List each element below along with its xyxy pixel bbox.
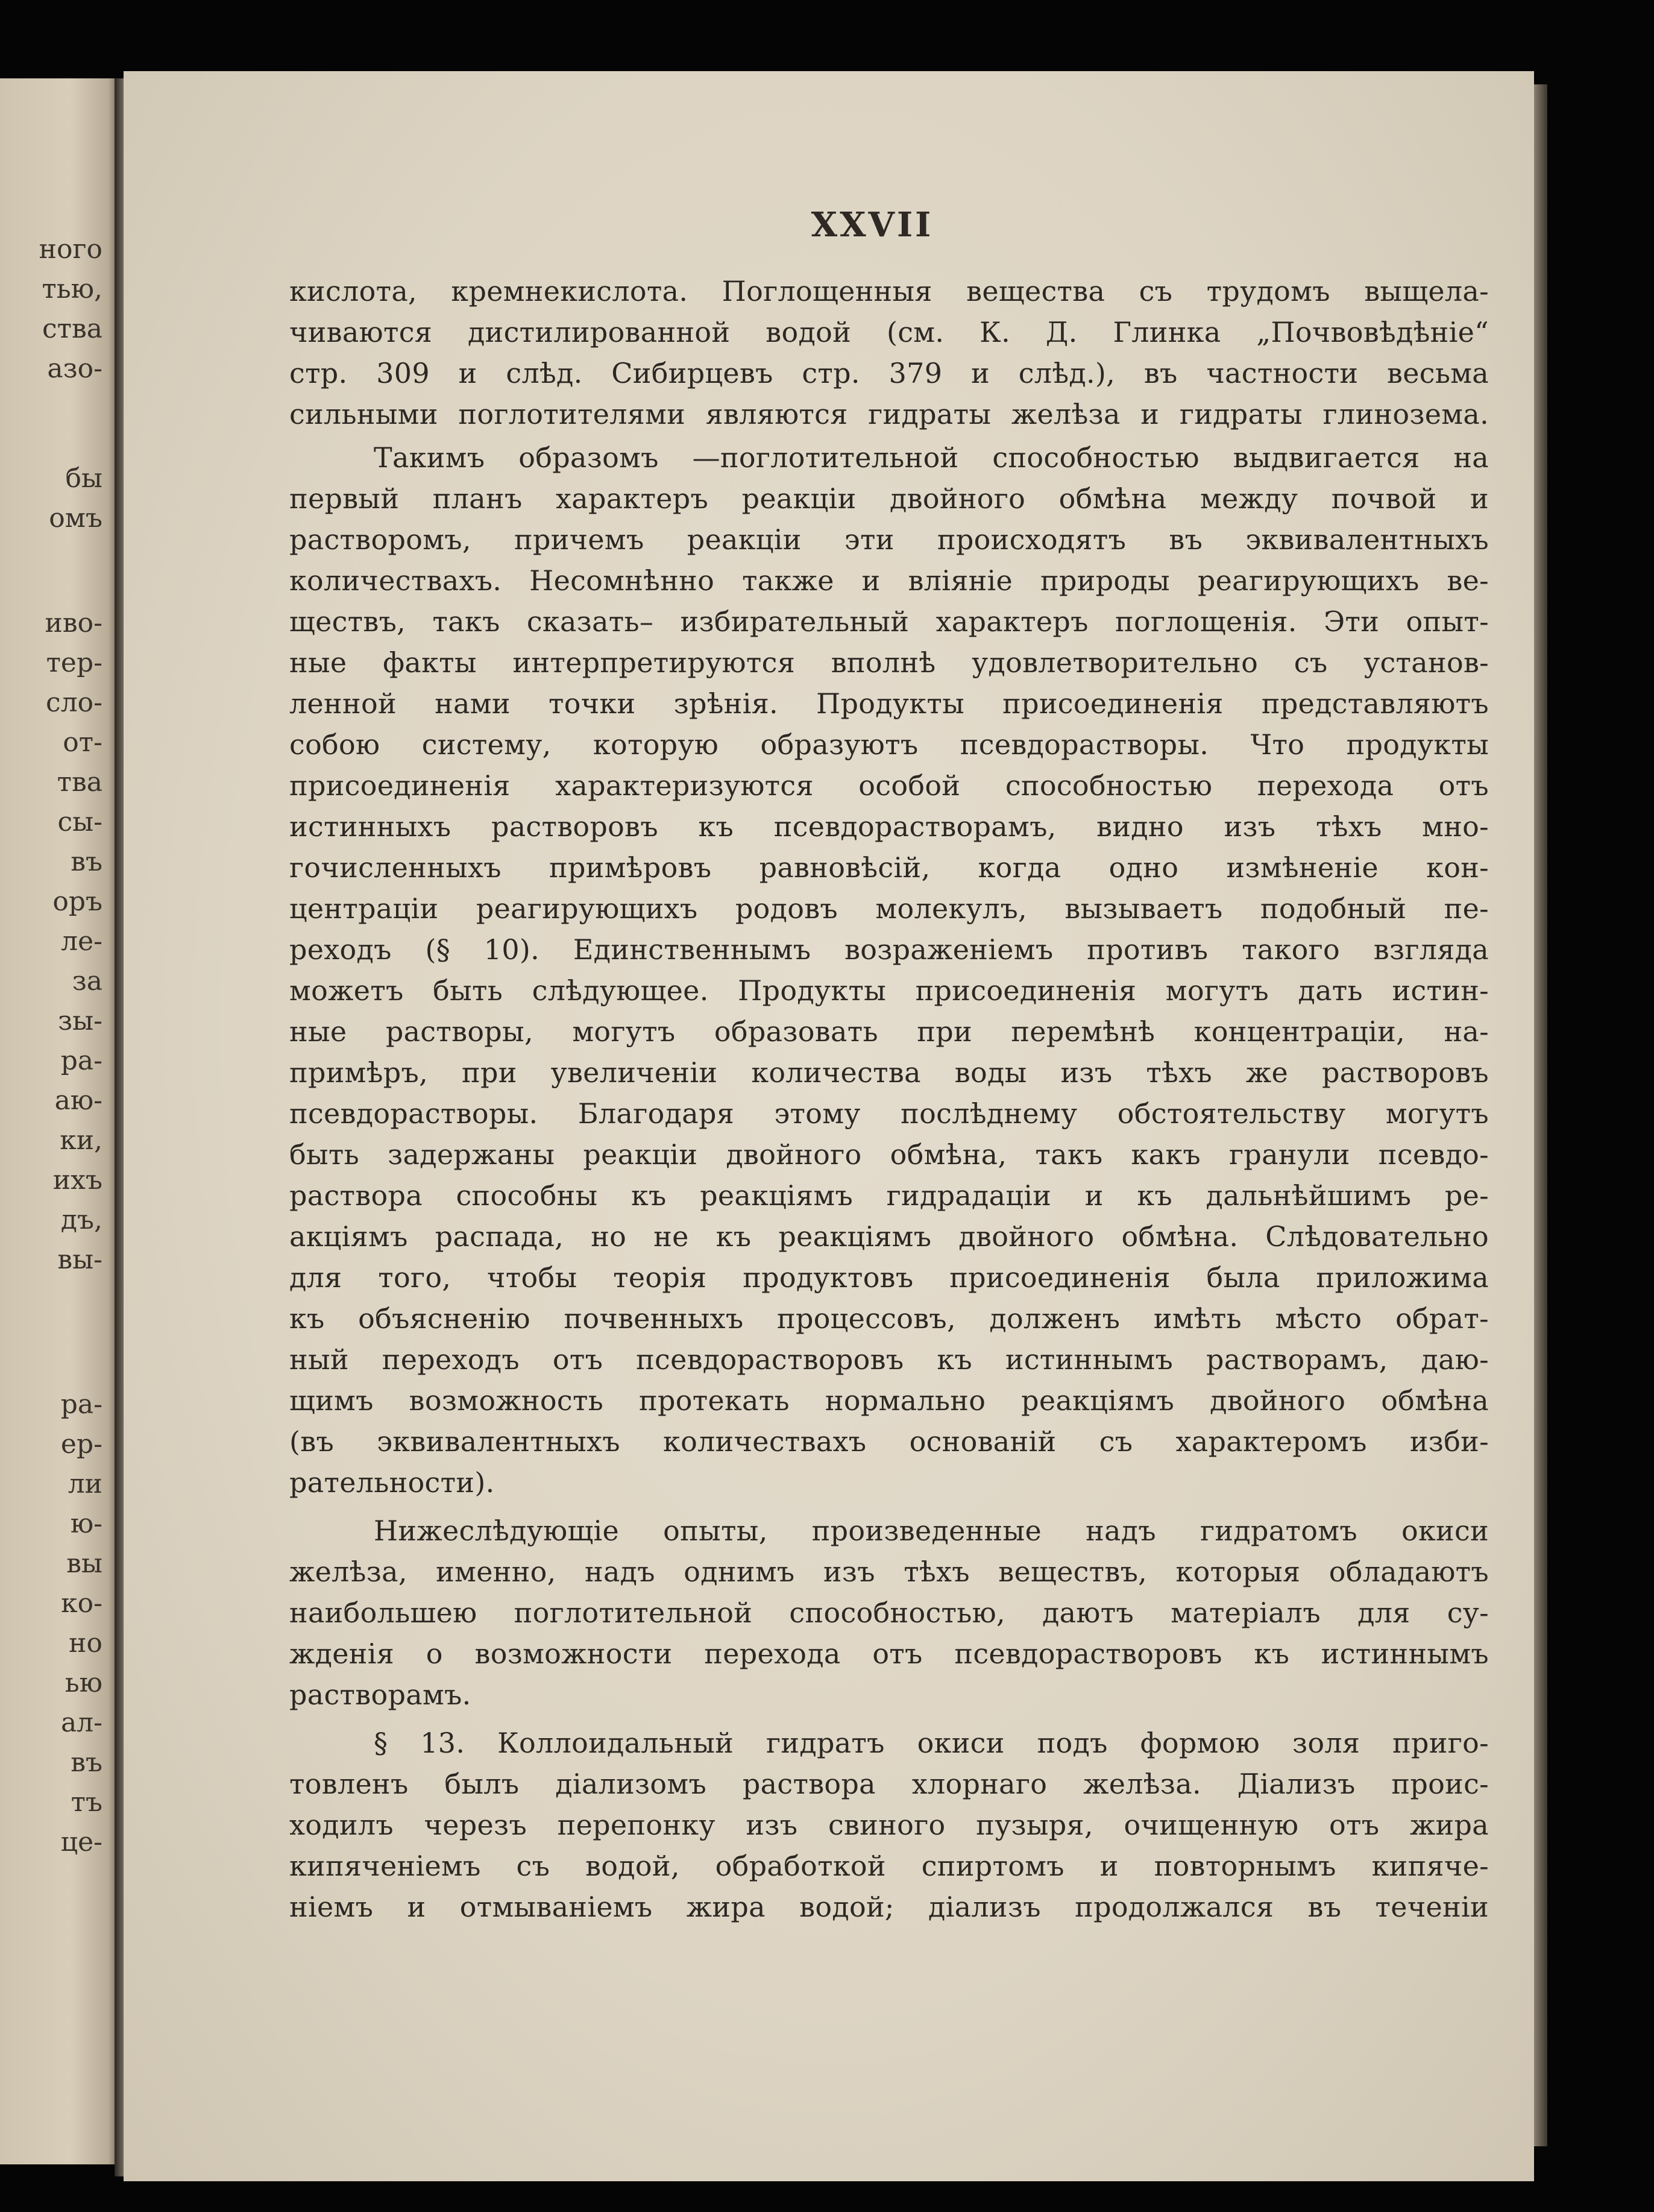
text-line: рательности). (289, 1466, 495, 1499)
left-page-text: оръ (52, 886, 102, 917)
text-line: истинныхъ растворовъ къ псевдорастворамъ, видно изъ тѣхъ мно- (289, 810, 1489, 843)
text-line: Такимъ образомъ —поглотительной способностью выдвигается на (374, 441, 1489, 474)
text-line: ществъ, такъ сказать– избирательный характеръ поглощенія. Эти опыт- (289, 605, 1489, 638)
text-line: центраціи реагирующихъ родовъ молекулъ, вызываетъ подобный пе- (289, 892, 1489, 925)
left-page-text: азо- (47, 353, 102, 384)
left-page-text: ра- (60, 1045, 102, 1076)
text-line: кипяченіемъ съ водой, обработкой спиртомъ и повторнымъ кипяче- (289, 1850, 1489, 1882)
text-line: кислота, кремнекислота. Поглощенныя вещества съ трудомъ выщела- (289, 275, 1489, 307)
left-page-text: за (72, 966, 102, 997)
text-line: жденія о возможности перехода отъ псевдорастворовъ къ истиннымъ (289, 1637, 1489, 1670)
text-line: быть задержаны реакціи двойного обмѣна, такъ какъ гранули псевдо- (289, 1138, 1489, 1171)
left-page-text: ного (39, 234, 102, 265)
text-line: первый планъ характеръ реакціи двойного обмѣна между почвой и (289, 482, 1489, 515)
page-number: XXVII (811, 205, 934, 245)
text-line: количествахъ. Несомнѣнно также и вліяніе природы реагирующихъ ве- (289, 564, 1489, 597)
left-page-fragment (0, 78, 118, 2164)
left-page-text: вы (66, 1548, 102, 1579)
left-page-text: тъ (71, 1787, 102, 1818)
text-line: собою систему, которую образуютъ псевдорастворы. Что продукты (289, 728, 1489, 761)
left-page-text: омъ (49, 503, 102, 534)
text-line: ный переходъ отъ псевдорастворовъ къ истиннымъ растворамъ, даю- (289, 1343, 1489, 1376)
text-line: присоединенія характеризуются особой способностью перехода отъ (289, 769, 1489, 802)
left-page-text: ью (64, 1668, 102, 1698)
text-line: ходилъ черезъ перепонку изъ свиного пузыря, очищенную отъ жира (289, 1809, 1489, 1841)
text-line: растворомъ, причемъ реакціи эти происходятъ въ эквивалентныхъ (289, 523, 1489, 556)
left-page-text: ко- (61, 1588, 102, 1619)
left-page-text: въ (71, 1747, 102, 1778)
text-line: Нижеслѣдующіе опыты, произведенные надъ гидратомъ окиси (374, 1514, 1489, 1547)
left-page-text: бы (65, 463, 102, 494)
text-line: желѣза, именно, надъ однимъ изъ тѣхъ веществъ, которыя обладаютъ (289, 1555, 1489, 1588)
left-page-text: це- (60, 1827, 102, 1858)
text-line: акціямъ распада, но не къ реакціямъ двойного обмѣна. Слѣдовательно (289, 1220, 1489, 1253)
left-page-text: ра- (60, 1389, 102, 1420)
page-edge (1534, 84, 1547, 2146)
left-page-text: ки, (60, 1125, 102, 1156)
text-line: реходъ (§ 10). Единственнымъ возраженіемъ противъ такого взгляда (289, 933, 1489, 966)
text-line: наибольшею поглотительной способностью, даютъ матеріалъ для су- (289, 1596, 1489, 1629)
left-page-text: тер- (46, 648, 102, 678)
text-line: сильными поглотителями являются гидраты желѣза и гидраты глинозема. (289, 398, 1489, 430)
left-page-text: от- (63, 727, 102, 758)
left-page-text: дъ, (60, 1205, 102, 1235)
book-page (124, 71, 1534, 2181)
text-line: § 13. Коллоидальный гидратъ окиси подъ формою золя приго- (374, 1727, 1489, 1759)
text-line: псевдорастворы. Благодаря этому послѣднему обстоятельству могутъ (289, 1097, 1489, 1130)
left-page-text: но (69, 1628, 102, 1659)
text-line: можетъ быть слѣдующее. Продукты присоединенія могутъ дать истин- (289, 974, 1489, 1007)
left-page-text: въ (71, 846, 102, 877)
left-page-text: ал- (60, 1707, 102, 1738)
text-line: товленъ былъ діализомъ раствора хлорнаго желѣза. Діализъ проис- (289, 1768, 1489, 1800)
left-page-text: ер- (60, 1429, 102, 1460)
left-page-text: ле- (61, 926, 102, 957)
text-line: раствора способны къ реакціямъ гидрадаціи и къ дальнѣйшимъ ре- (289, 1179, 1489, 1212)
text-line: ные факты интерпретируются вполнѣ удовлетворительно съ установ- (289, 646, 1489, 679)
text-line: (въ эквивалентныхъ количествахъ основаній съ характеромъ изби- (289, 1425, 1489, 1458)
left-page-text: ли (68, 1469, 102, 1499)
text-line: для того, чтобы теорія продуктовъ присоединенія была приложима (289, 1261, 1489, 1294)
text-line: растворамъ. (289, 1678, 471, 1711)
left-page-text: тва (57, 767, 102, 798)
left-page-text: сло- (46, 687, 102, 718)
left-page-text: зы- (58, 1006, 102, 1036)
text-line: ленной нами точки зрѣнія. Продукты присоединенія представляютъ (289, 687, 1489, 720)
text-line: стр. 309 и слѣд. Сибирцевъ стр. 379 и слѣд.), въ частности весьма (289, 357, 1489, 389)
text-line: къ объясненію почвенныхъ процессовъ, долженъ имѣть мѣсто обрат- (289, 1302, 1489, 1335)
left-page-text: ства (42, 314, 102, 344)
left-page-text: ихъ (52, 1165, 102, 1196)
left-page-text: аю- (54, 1085, 102, 1116)
left-page-text: вы- (57, 1244, 102, 1275)
text-line: щимъ возможность протекать нормально реакціямъ двойного обмѣна (289, 1384, 1489, 1417)
left-page-text: тью, (42, 274, 102, 304)
text-line: ніемъ и отмываніемъ жира водой; діализъ продолжался въ теченіи (289, 1891, 1489, 1923)
left-page-text: иво- (45, 608, 102, 638)
text-line: чиваются дистилированной водой (см. К. Д. Глинка „Почвовѣдѣніе“ (289, 316, 1489, 348)
left-page-text: сы- (57, 807, 102, 837)
text-line: гочисленныхъ примѣровъ равновѣсій, когда одно измѣненіе кон- (289, 851, 1489, 884)
text-line: примѣръ, при увеличеніи количества воды изъ тѣхъ же растворовъ (289, 1056, 1489, 1089)
left-page-text: ю- (70, 1508, 102, 1539)
text-line: ные растворы, могутъ образовать при перемѣнѣ концентраціи, на- (289, 1015, 1489, 1048)
